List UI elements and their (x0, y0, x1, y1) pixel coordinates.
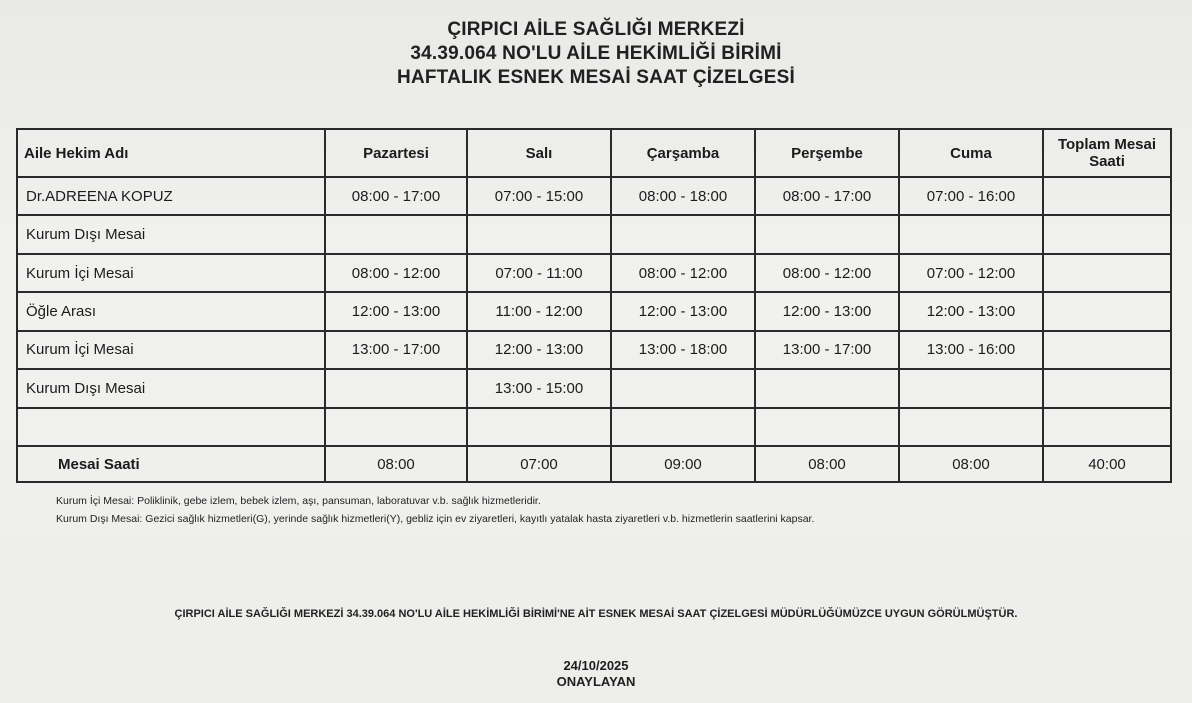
table-footer-row (17, 446, 1171, 482)
col-header-tuesday: Salı (467, 129, 611, 177)
table-cell (1043, 292, 1171, 330)
table-row (17, 369, 1171, 407)
table-cell (467, 215, 611, 253)
table-cell: 13:00 - 15:00 (467, 369, 611, 407)
table-row (17, 292, 1171, 330)
table-cell: 13:00 - 17:00 (755, 331, 899, 369)
footer-cell: 08:00 (755, 446, 899, 482)
col-header-wednesday: Çarşamba (611, 129, 755, 177)
table-cell (325, 369, 467, 407)
document-title: HAFTALIK ESNEK MESAİ SAAT ÇİZELGESİ (397, 67, 795, 88)
table-cell (1043, 408, 1171, 446)
table-cell (325, 408, 467, 446)
table-cell (611, 215, 755, 253)
table-row (17, 215, 1171, 253)
table-row (17, 177, 1171, 215)
approver-label: ONAYLAYAN (556, 674, 636, 689)
table-cell: 12:00 - 13:00 (755, 292, 899, 330)
table-cell (755, 215, 899, 253)
table-cell: 08:00 - 12:00 (755, 254, 899, 292)
table-cell (899, 408, 1043, 446)
note-internal-hours: Kurum İçi Mesai: Poliklinik, gebe izlem, bebek izlem, aşı, pansuman, laboratuvar v.b. sağlık hizmetleridir. (56, 495, 541, 507)
footer-cell: 09:00 (611, 446, 755, 482)
table-header-row (17, 129, 1171, 177)
unit-name: 34.39.064 NO'LU AİLE HEKİMLİĞİ BİRİMİ (410, 43, 782, 64)
table-cell (1043, 215, 1171, 253)
table-row (17, 254, 1171, 292)
table-cell: 08:00 - 12:00 (611, 254, 755, 292)
table-cell: 12:00 - 13:00 (325, 292, 467, 330)
row-label: Kurum Dışı Mesai (17, 369, 325, 407)
footer-cell: 08:00 (899, 446, 1043, 482)
table-cell (1043, 177, 1171, 215)
signature-block (0, 658, 1192, 690)
schedule-table (16, 128, 1172, 483)
center-name: ÇIRPICI AİLE SAĞLIĞI MERKEZİ (447, 19, 745, 40)
footer-cell: 07:00 (467, 446, 611, 482)
row-label: Dr.ADREENA KOPUZ (17, 177, 325, 215)
table-cell: 13:00 - 16:00 (899, 331, 1043, 369)
row-label: Kurum İçi Mesai (17, 331, 325, 369)
table-cell (755, 369, 899, 407)
table-cell (1043, 331, 1171, 369)
table-cell: 07:00 - 12:00 (899, 254, 1043, 292)
col-header-monday: Pazartesi (325, 129, 467, 177)
table-cell (467, 408, 611, 446)
table-cell: 12:00 - 13:00 (467, 331, 611, 369)
table-cell (1043, 254, 1171, 292)
footer-cell-total: 40:00 (1043, 446, 1171, 482)
col-header-total-hours: Toplam Mesai Saati (1043, 129, 1171, 177)
table-cell (611, 408, 755, 446)
table-cell: 13:00 - 18:00 (611, 331, 755, 369)
footer-cell: 08:00 (325, 446, 467, 482)
row-label (17, 408, 325, 446)
table-cell: 08:00 - 17:00 (325, 177, 467, 215)
table-row (17, 331, 1171, 369)
table-cell (899, 369, 1043, 407)
table-cell: 07:00 - 15:00 (467, 177, 611, 215)
table-cell (1043, 369, 1171, 407)
col-header-friday: Cuma (899, 129, 1043, 177)
approval-statement: ÇIRPICI AİLE SAĞLIĞI MERKEZİ 34.39.064 NO'LU AİLE HEKİMLİĞİ BİRİMİ'NE AİT ESNEK MESAİ SAAT ÇİZELGESİ MÜDÜRLÜĞÜMÜZCE UYGUN GÖRÜLMÜŞTÜR. (174, 608, 1018, 620)
document-header (0, 18, 1192, 90)
table-body (17, 177, 1171, 446)
table-cell (899, 215, 1043, 253)
table-cell: 12:00 - 13:00 (611, 292, 755, 330)
notes (56, 492, 814, 528)
col-header-thursday: Perşembe (755, 129, 899, 177)
table-cell: 08:00 - 18:00 (611, 177, 755, 215)
table-cell: 11:00 - 12:00 (467, 292, 611, 330)
approval-date: 24/10/2025 (563, 658, 629, 673)
table-cell: 07:00 - 16:00 (899, 177, 1043, 215)
row-label: Kurum Dışı Mesai (17, 215, 325, 253)
table-cell (611, 369, 755, 407)
table-cell: 08:00 - 17:00 (755, 177, 899, 215)
table-row (17, 408, 1171, 446)
table-cell (755, 408, 899, 446)
table-cell: 13:00 - 17:00 (325, 331, 467, 369)
footer-label: Mesai Saati (17, 446, 325, 482)
table-cell: 07:00 - 11:00 (467, 254, 611, 292)
note-external-hours: Kurum Dışı Mesai: Gezici sağlık hizmetleri(G), yerinde sağlık hizmetleri(Y), gebliz için ev ziyaretleri, kayıtlı yatalak hasta ziyaretleri v.b. hizmetlerin saatlerini kapsar. (56, 513, 815, 525)
row-label: Öğle Arası (17, 292, 325, 330)
table-cell: 08:00 - 12:00 (325, 254, 467, 292)
col-header-physician: Aile Hekim Adı (17, 129, 325, 177)
table-cell: 12:00 - 13:00 (899, 292, 1043, 330)
row-label: Kurum İçi Mesai (17, 254, 325, 292)
table-cell (325, 215, 467, 253)
